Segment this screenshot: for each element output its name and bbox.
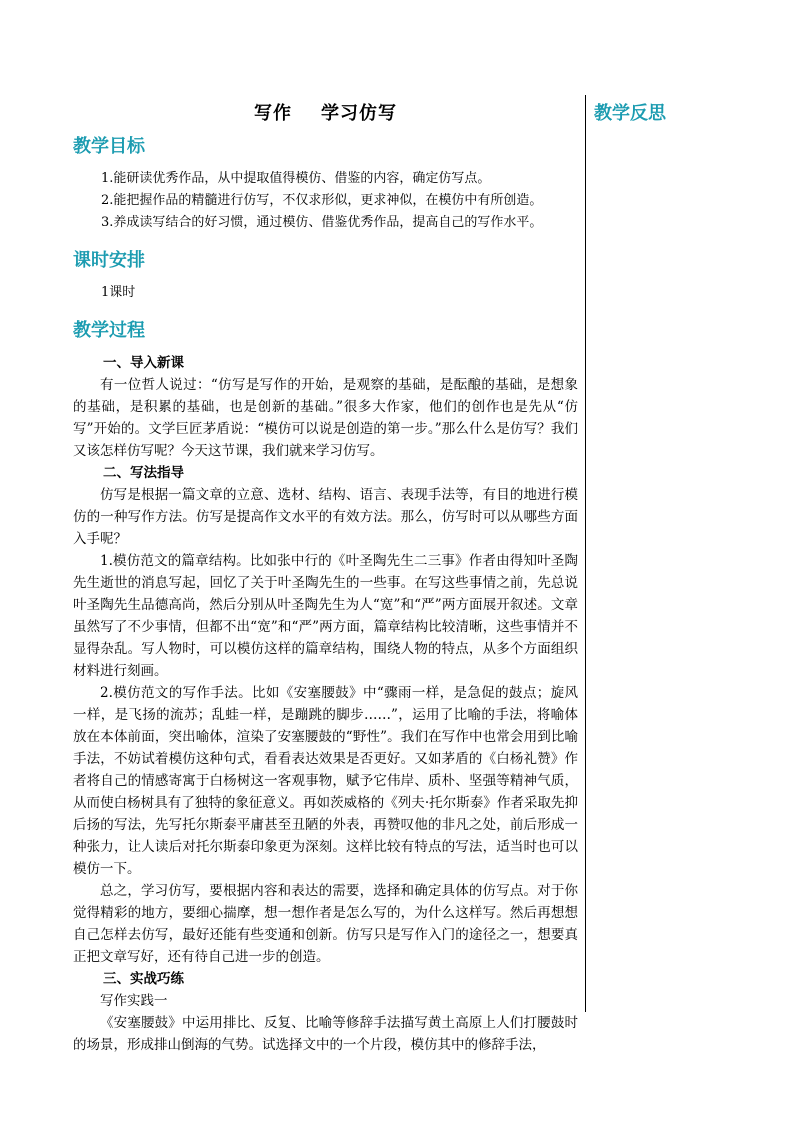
process-heading: 教学过程 <box>73 320 145 341</box>
goals-heading: 教学目标 <box>73 136 145 157</box>
reflection-heading: 教学反思 <box>594 103 666 124</box>
part3-heading: 三、实战巧练 <box>103 971 184 987</box>
reflection-column <box>594 100 754 128</box>
goal-item: 2.能把握作品的精髓进行仿写，不仅求形似，更求神似，在模仿中有所创造。 <box>101 193 543 208</box>
schedule-text: 1课时 <box>101 285 136 300</box>
part3-paragraph: 《安塞腰鼓》中运用排比、反复、比喻等修辞手法描写黄土高原上人们打腰鼓时的场景，形成排山倒海的气势。试选择文中的一个片段，模仿其中的修辞手法， <box>73 1015 578 1053</box>
part1-heading: 一、导入新课 <box>103 355 184 371</box>
goal-item: 3.养成读写结合的好习惯，通过模仿、借鉴优秀作品，提高自己的写作水平。 <box>101 215 543 230</box>
lesson-plan-main <box>73 100 578 1056</box>
part2-paragraph: 1.模仿范文的篇章结构。比如张中行的《叶圣陶先生二三事》作者由得知叶圣陶先生逝世的消息写起，回忆了关于叶圣陶先生的一些事。在写这些事情之前，先总说叶圣陶先生品德高尚，然后分别从叶圣陶先生为人“宽”和“严”两方面展开叙述。文章虽然写了不少事情，但都不出“宽”和“严”两方面，篇章结构比较清晰，这些事情并不显得杂乱。写人物时，可以模仿这样的篇章结构，围绕人物的特点，从多个方面组织材料进行刻画。 <box>73 553 578 679</box>
part2-paragraph: 2.模仿范文的写作手法。比如《安塞腰鼓》中“骤雨一样，是急促的鼓点；旋风一样，是飞扬的流苏；乱蛙一样，是蹦跳的脚步……”，运用了比喻的手法，将喻体放在本体前面，突出喻体，渲染了安塞腰鼓的“野性”。我们在写作中也常会用到比喻手法，不妨试着模仿这种句式，看看表达效果是否更好。又如茅盾的《白杨礼赞》作者将自己的情感寄寓于白杨树这一客观事物，赋予它伟岸、质朴、坚强等精神气质，从而使白杨树具有了独特的象征意义。再如茨威格的《列夫·托尔斯泰》作者采取先抑后扬的写法，先写托尔斯泰平庸甚至丑陋的外表，再赞叹他的非凡之处，前后形成一种张力，让人读后对托尔斯泰印象更为深刻。这样比较有特点的写法，适当时也可以模仿一下。 <box>73 685 578 877</box>
practice-label: 写作实践一 <box>100 993 168 1009</box>
part2-paragraph: 仿写是根据一篇文章的立意、选材、结构、语言、表现手法等，有目的地进行模仿的一种写作方法。仿写是提高作文水平的有效方法。那么，仿写时可以从哪些方面入手呢？ <box>73 487 578 547</box>
schedule-heading: 课时安排 <box>73 250 145 271</box>
column-divider <box>585 95 586 1012</box>
part2-paragraph: 总之，学习仿写，要根据内容和表达的需要，选择和确定具体的仿写点。对于你觉得精彩的地方，要细心揣摩，想一想作者是怎么写的，为什么这样写。然后再想想自己怎样去仿写，最好还能有些变通和创新。仿写只是写作入门的途径之一，想要真正把文章写好，还有待自己进一步的创造。 <box>73 883 578 965</box>
part2-heading: 二、写法指导 <box>103 465 184 481</box>
part1-paragraph: 有一位哲人说过：“仿写是写作的开始，是观察的基础，是酝酿的基础，是想象的基础，是积累的基础，也是创新的基础。”很多大作家，他们的创作也是先从“仿写”开始的。文学巨匠茅盾说：“模仿可以说是创造的第一步。”那么什么是仿写？我们又该怎样仿写呢？今天这节课，我们就来学习仿写。 <box>73 377 578 459</box>
goal-item: 1.能研读优秀作品，从中提取值得模仿、借鉴的内容，确定仿写点。 <box>101 171 491 186</box>
page-title: 写作 学习仿写 <box>253 103 398 124</box>
